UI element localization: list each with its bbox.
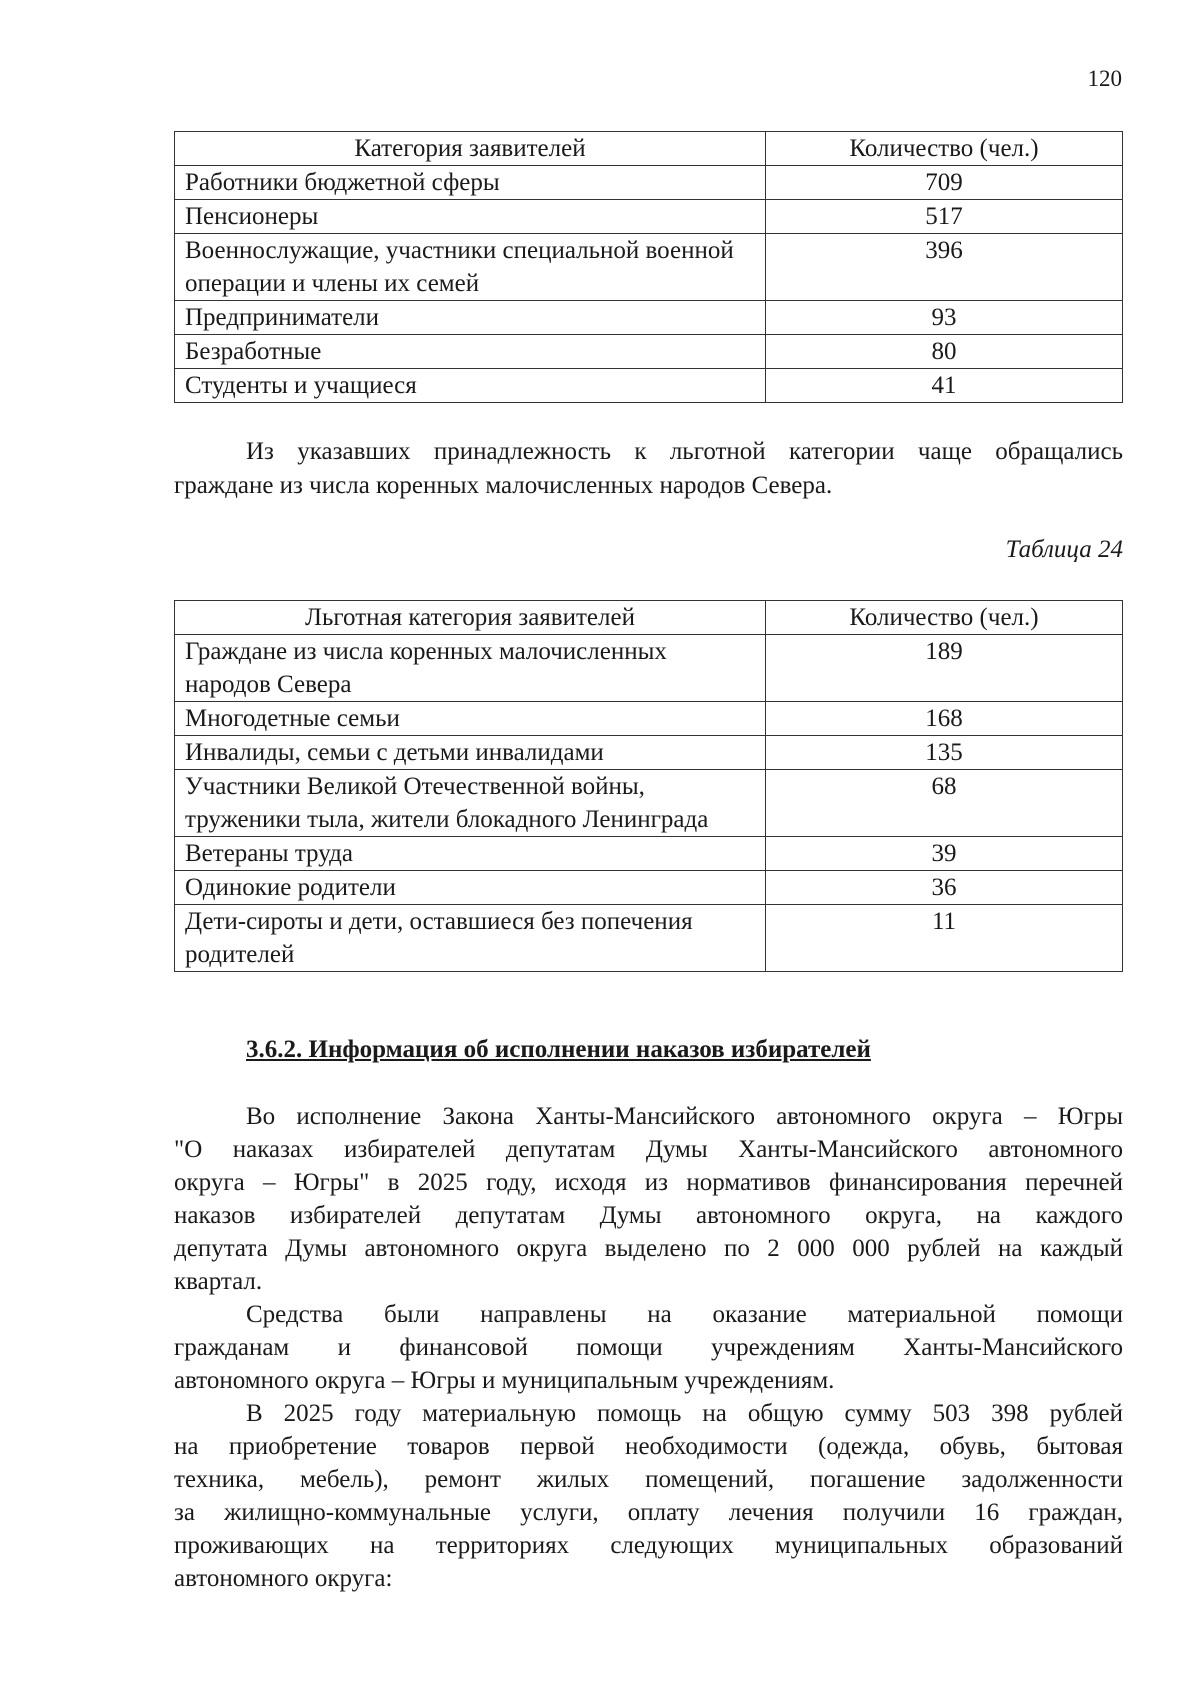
paragraph-line: депутата Думы автономного округа выделено по 2 000 000 рублей на каждый [174, 1235, 1123, 1262]
count-cell: 80 [766, 335, 1123, 369]
privileged-category-table [174, 600, 1123, 972]
paragraph-line: "О наказах избирателей депутатам Думы Ханты-Мансийского автономного [174, 1136, 1123, 1163]
count-cell: 39 [766, 837, 1123, 871]
column-header-category: Льготная категория заявителей [175, 601, 766, 635]
paragraph-line: техника, мебель), ремонт жилых помещений, погашение задолженности [174, 1466, 1123, 1493]
paragraph-line: граждане из числа коренных малочисленных народов Севера. [174, 472, 833, 499]
paragraph-line: округа – Югры" в 2025 году, исходя из нормативов финансирования перечней [174, 1169, 1123, 1196]
count-cell: 517 [766, 200, 1123, 234]
category-cell: Одинокие родители [175, 871, 766, 905]
table-row [175, 702, 1123, 736]
category-cell: Студенты и учащиеся [175, 369, 766, 403]
count-cell: 93 [766, 301, 1123, 335]
count-cell: 189 [766, 635, 1123, 702]
count-cell: 36 [766, 871, 1123, 905]
category-cell: Пенсионеры [175, 200, 766, 234]
paragraph-line: В 2025 году материальную помощь на общую сумму 503 398 рублей [246, 1400, 1123, 1427]
applicant-category-table [174, 131, 1123, 403]
table-header-row [175, 132, 1123, 166]
table-row [175, 301, 1123, 335]
paragraph-line: проживающих на территориях следующих муниципальных образований [174, 1532, 1123, 1559]
table-row [175, 736, 1123, 770]
paragraph-line: автономного округа: [174, 1565, 393, 1592]
table-row [175, 770, 1123, 837]
paragraph-line: Из указавших принадлежность к льготной категории чаще обращались [246, 438, 1123, 465]
count-cell: 41 [766, 369, 1123, 403]
paragraph-line: Средства были направлены на оказание материальной помощи [246, 1301, 1123, 1328]
paragraph-line: на приобретение товаров первой необходимости (одежда, обувь, бытовая [174, 1433, 1123, 1460]
category-cell: Многодетные семьи [175, 702, 766, 736]
paragraph-line: Во исполнение Закона Ханты-Мансийского автономного округа – Югры [246, 1103, 1123, 1130]
table-row [175, 905, 1123, 972]
paragraph-line: за жилищно-коммунальные услуги, оплату лечения получили 16 граждан, [174, 1499, 1123, 1526]
category-cell: Инвалиды, семьи с детьми инвалидами [175, 736, 766, 770]
column-header-count: Количество (чел.) [766, 601, 1123, 635]
table-row [175, 166, 1123, 200]
paragraph-line: гражданам и финансовой помощи учреждениям Ханты-Мансийского [174, 1334, 1123, 1361]
category-cell: Ветераны труда [175, 837, 766, 871]
section-heading: 3.6.2. Информация об исполнении наказов избирателей [246, 1036, 871, 1063]
column-header-count: Количество (чел.) [766, 132, 1123, 166]
table-row [175, 200, 1123, 234]
category-cell: Предприниматели [175, 301, 766, 335]
count-cell: 68 [766, 770, 1123, 837]
paragraph-line: наказов избирателей депутатам Думы автономного округа, на каждого [174, 1202, 1123, 1229]
count-cell: 396 [766, 234, 1123, 301]
page-number: 120 [1087, 66, 1122, 91]
table-row [175, 335, 1123, 369]
table-header-row [175, 601, 1123, 635]
table-row [175, 635, 1123, 702]
count-cell: 135 [766, 736, 1123, 770]
category-cell: Работники бюджетной сферы [175, 166, 766, 200]
count-cell: 11 [766, 905, 1123, 972]
paragraph-line: автономного округа – Югры и муниципальным учреждениям. [174, 1367, 835, 1394]
category-cell: Участники Великой Отечественной войны, труженики тыла, жители блокадного Ленинграда [175, 770, 766, 837]
paragraph-line: квартал. [174, 1268, 263, 1295]
table-row [175, 234, 1123, 301]
category-cell: Безработные [175, 335, 766, 369]
count-cell: 709 [766, 166, 1123, 200]
table-row [175, 871, 1123, 905]
count-cell: 168 [766, 702, 1123, 736]
category-cell: Военнослужащие, участники специальной военной операции и члены их семей [175, 234, 766, 301]
column-header-category: Категория заявителей [175, 132, 766, 166]
table-row [175, 837, 1123, 871]
category-cell: Граждане из числа коренных малочисленных народов Севера [175, 635, 766, 702]
table-row [175, 369, 1123, 403]
table-caption: Таблица 24 [1005, 536, 1123, 563]
category-cell: Дети-сироты и дети, оставшиеся без попечения родителей [175, 905, 766, 972]
